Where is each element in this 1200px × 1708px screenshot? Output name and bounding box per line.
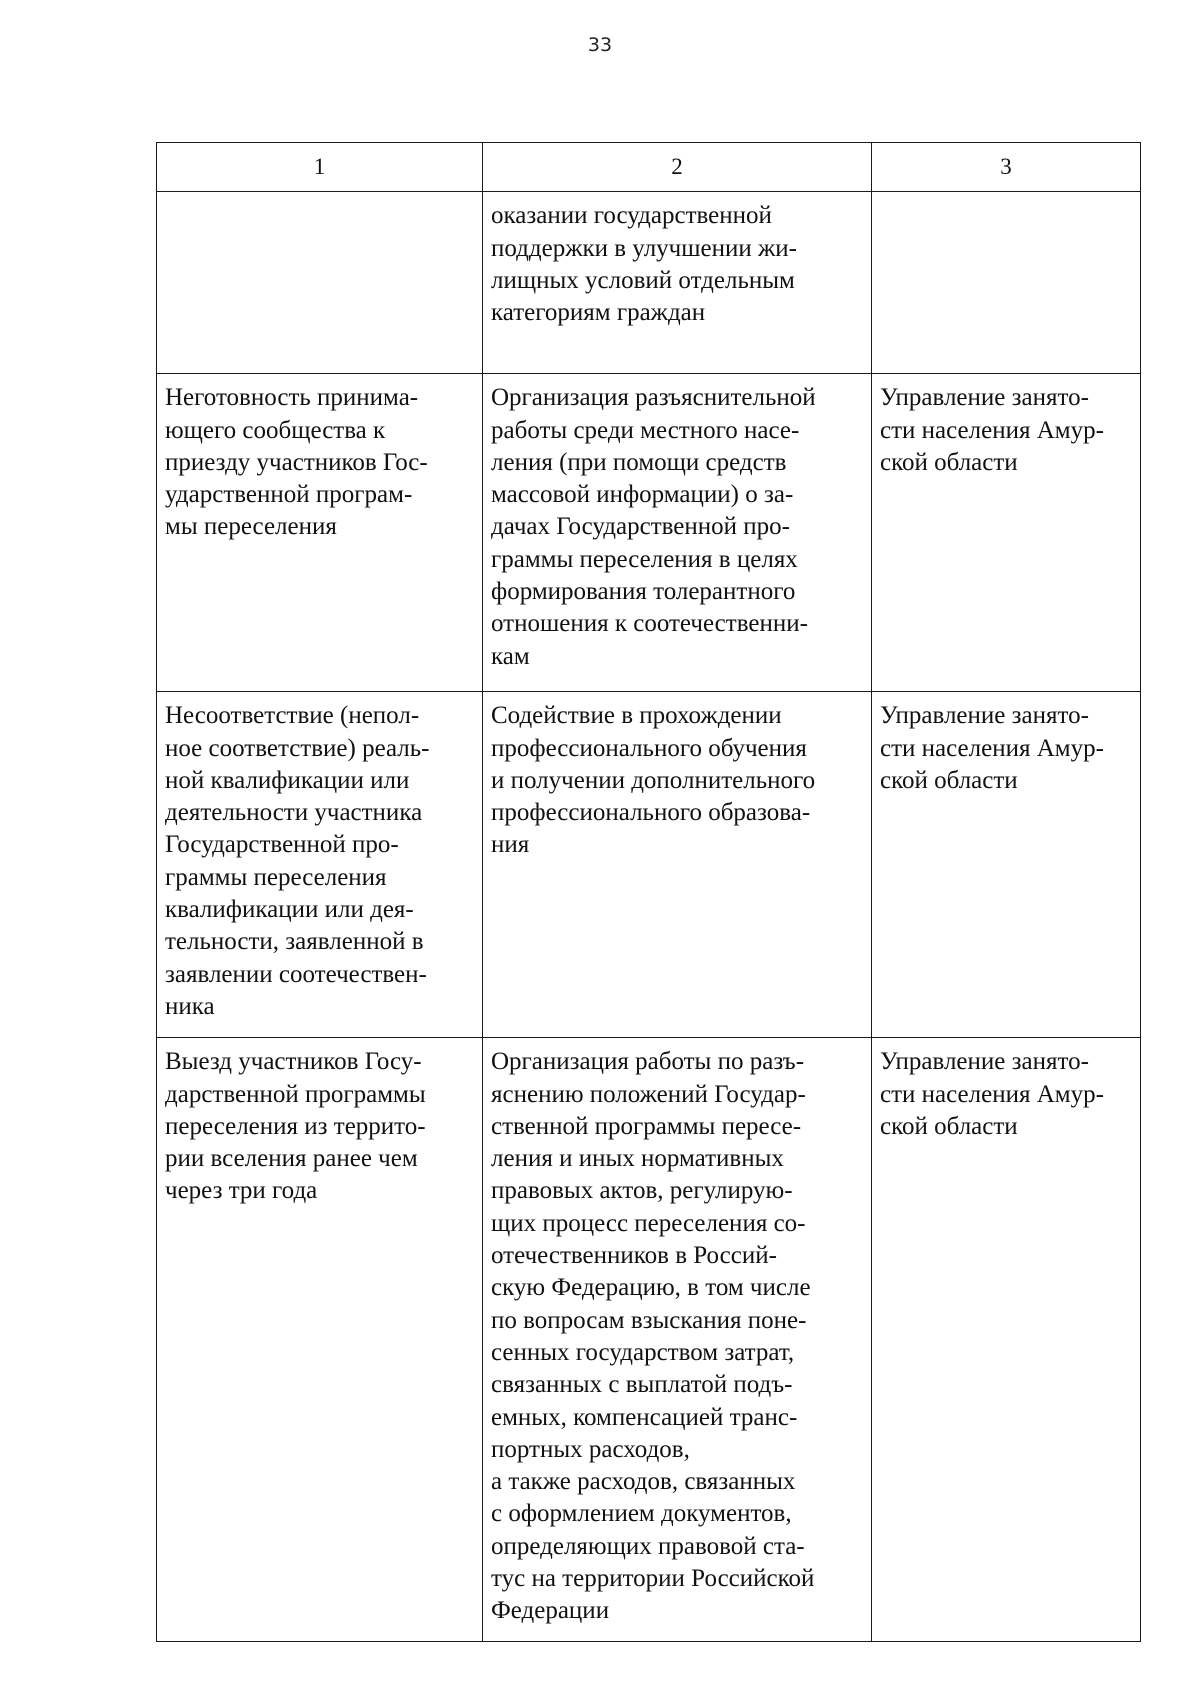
cell-line: Неготовность принима- xyxy=(165,384,419,412)
cell-line: переселения из террито- xyxy=(165,1112,426,1140)
cell-line: сти населения Амур- xyxy=(880,1080,1104,1108)
cell-line: Управление занято- xyxy=(880,1048,1089,1076)
cell-line: а также расходов, связанных xyxy=(491,1468,796,1496)
cell-line: ное соответствие) реаль- xyxy=(165,734,430,762)
responsible-text xyxy=(880,700,1132,797)
cell-line: заявлении соотечествен- xyxy=(165,960,427,988)
risk-text xyxy=(165,700,474,1023)
cell-line: профессионального образова- xyxy=(491,799,811,827)
cell-line: Управление занято- xyxy=(880,702,1089,730)
cell-line: приезду участников Гос- xyxy=(165,448,428,476)
table-row xyxy=(157,692,1141,1038)
responsible-cell xyxy=(872,1038,1141,1642)
risk-cell xyxy=(157,1038,483,1642)
cell-line: тельности, заявленной в xyxy=(165,928,424,956)
measure-text xyxy=(491,200,863,329)
cell-line: ния xyxy=(491,831,530,859)
measure-cell xyxy=(483,192,872,374)
cell-line: сти населения Амур- xyxy=(880,734,1104,762)
risk-cell xyxy=(157,692,483,1038)
cell-line: формирования толерантного xyxy=(491,578,796,606)
cell-line: деятельности участника xyxy=(165,799,423,827)
cell-line: через три года xyxy=(165,1177,318,1205)
table-header-row xyxy=(157,143,1141,192)
responsible-cell xyxy=(872,374,1141,692)
cell-line: оказании государственной xyxy=(491,202,772,230)
cell-line: ления и иных нормативных xyxy=(491,1145,784,1173)
cell-line: отношения к соотечественни- xyxy=(491,610,808,638)
cell-line: профессионального обучения xyxy=(491,734,807,762)
table-row xyxy=(157,374,1141,692)
measures-table xyxy=(156,142,1141,1642)
table-row xyxy=(157,1038,1141,1642)
risk-text xyxy=(165,382,474,543)
risk-text xyxy=(165,1046,474,1207)
cell-line: лищных условий отдельным xyxy=(491,266,795,294)
responsible-text xyxy=(880,382,1132,479)
cell-line: рии вселения ранее чем xyxy=(165,1145,418,1173)
measure-text xyxy=(491,700,863,861)
risk-cell xyxy=(157,192,483,374)
cell-line: поддержки в улучшении жи- xyxy=(491,234,797,262)
cell-line: щих процесс переселения со- xyxy=(491,1209,806,1237)
cell-line: мы переселения xyxy=(165,513,337,541)
cell-line: Организация работы по разъ- xyxy=(491,1048,805,1076)
measure-text xyxy=(491,1046,863,1627)
cell-line: категориям граждан xyxy=(491,299,706,327)
cell-line: граммы переселения в целях xyxy=(491,545,798,573)
cell-line: и получении дополнительного xyxy=(491,766,816,794)
cell-line: массовой информации) о за- xyxy=(491,481,794,509)
cell-line: работы среди местного насе- xyxy=(491,416,800,444)
measure-text xyxy=(491,382,863,673)
page-number: 33 xyxy=(587,34,613,56)
cell-line: яснению положений Государ- xyxy=(491,1080,806,1108)
cell-line: Несоответствие (непол- xyxy=(165,702,420,730)
responsible-cell xyxy=(872,692,1141,1038)
cell-line: Государственной про- xyxy=(165,831,399,859)
cell-line: отечественников в Россий- xyxy=(491,1242,777,1270)
measure-cell xyxy=(483,1038,872,1642)
cell-line: ственной программы пересе- xyxy=(491,1112,802,1140)
cell-line: ударственной програм- xyxy=(165,481,413,509)
cell-line: правовых актов, регулирую- xyxy=(491,1177,793,1205)
header-cell-2: 2 xyxy=(483,143,872,192)
cell-line: тус на территории Российской xyxy=(491,1565,815,1593)
cell-line: сенных государством затрат, xyxy=(491,1338,795,1366)
responsible-text xyxy=(880,1046,1132,1143)
responsible-cell xyxy=(872,192,1141,374)
cell-line: Организация разъяснительной xyxy=(491,384,816,412)
cell-line: граммы переселения xyxy=(165,863,387,891)
risk-cell xyxy=(157,374,483,692)
cell-line: ющего сообщества к xyxy=(165,416,386,444)
cell-line: ника xyxy=(165,992,215,1020)
cell-line: ской области xyxy=(880,1112,1018,1140)
cell-line: портных расходов, xyxy=(491,1435,690,1463)
cell-line: Содействие в прохождении xyxy=(491,702,782,730)
cell-line: по вопросам взыскания поне- xyxy=(491,1306,807,1334)
cell-line: ской области xyxy=(880,766,1018,794)
header-cell-1: 1 xyxy=(157,143,483,192)
cell-line: емных, компенсацией транс- xyxy=(491,1403,798,1431)
cell-line: скую Федерацию, в том числе xyxy=(491,1274,811,1302)
cell-line: связанных с выплатой подъ- xyxy=(491,1371,793,1399)
cell-line: ской области xyxy=(880,448,1018,476)
cell-line: кам xyxy=(491,642,530,670)
cell-line: квалификации или дея- xyxy=(165,896,414,924)
cell-line: дарственной программы xyxy=(165,1080,426,1108)
cell-line: ной квалификации или xyxy=(165,766,410,794)
table-row xyxy=(157,192,1141,374)
cell-line: Выезд участников Госу- xyxy=(165,1048,422,1076)
cell-line: сти населения Амур- xyxy=(880,416,1104,444)
cell-line: с оформлением документов, xyxy=(491,1500,792,1528)
cell-line: дачах Государственной про- xyxy=(491,513,790,541)
cell-line: ления (при помощи средств xyxy=(491,448,787,476)
cell-line: определяющих правовой ста- xyxy=(491,1532,805,1560)
measure-cell xyxy=(483,692,872,1038)
header-cell-3: 3 xyxy=(872,143,1141,192)
measure-cell xyxy=(483,374,872,692)
cell-line: Федерации xyxy=(491,1597,610,1625)
cell-line: Управление занято- xyxy=(880,384,1089,412)
